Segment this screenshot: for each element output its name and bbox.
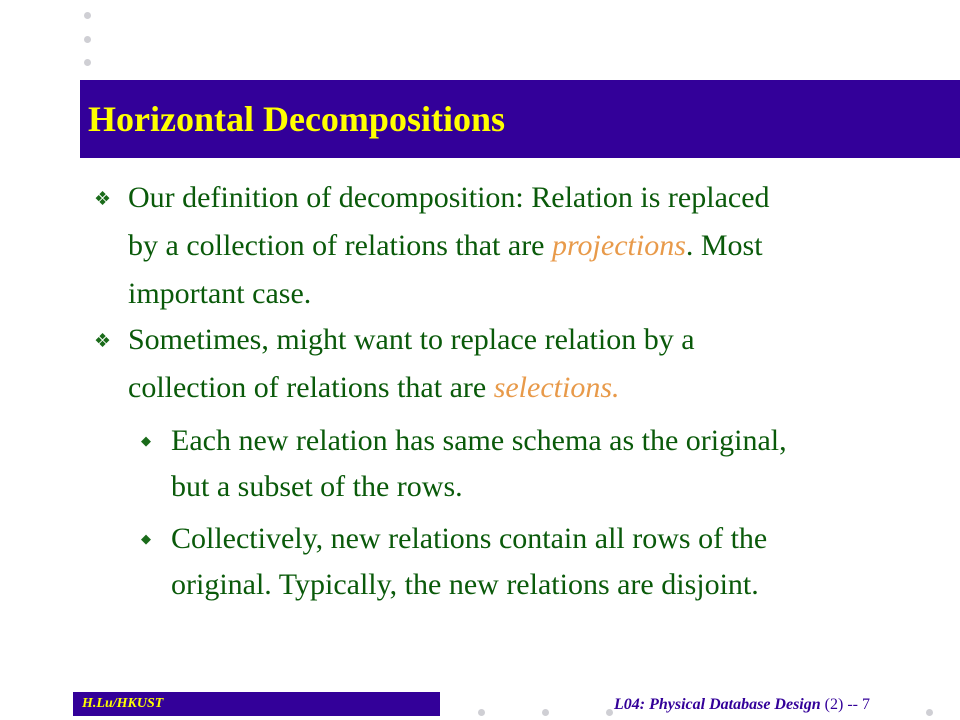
bullet-text-line: by a collection of relations that are projections. Most: [128, 229, 763, 262]
subbullet-text-line: original. Typically, the new relations are disjoint.: [171, 568, 759, 601]
diamond-bullet-icon: ❖: [94, 189, 112, 210]
footer-page-number: (2) -- 7: [824, 696, 870, 713]
bullet-text-line: important case.: [128, 277, 312, 310]
highlight-selections: selections.: [493, 371, 620, 404]
subbullet-text-line: Collectively, new relations contain all rows of the: [171, 522, 768, 555]
highlight-projections: projections: [552, 229, 686, 262]
bullet-text-line: Sometimes, might want to replace relation by a: [128, 323, 695, 356]
footer-author: H.Lu/HKUST: [82, 696, 164, 711]
footer-course-label: [614, 694, 870, 716]
subbullet-text-line: but a subset of the rows.: [171, 470, 463, 503]
bullet-text-line: collection of relations that are selections.: [128, 371, 620, 404]
slide-title: Horizontal Decompositions: [88, 99, 505, 139]
footer-bar: [73, 692, 440, 716]
bullet-text-line: Our definition of decomposition: Relation is replaced: [128, 181, 770, 214]
diamond-bullet-icon: ❖: [94, 331, 112, 352]
small-diamond-bullet-icon: ◆: [141, 433, 151, 448]
subbullet-text-line: Each new relation has same schema as the original,: [171, 424, 787, 457]
footer-course: L04: Physical Database Design: [614, 696, 825, 713]
small-diamond-bullet-icon: ◆: [141, 531, 151, 546]
